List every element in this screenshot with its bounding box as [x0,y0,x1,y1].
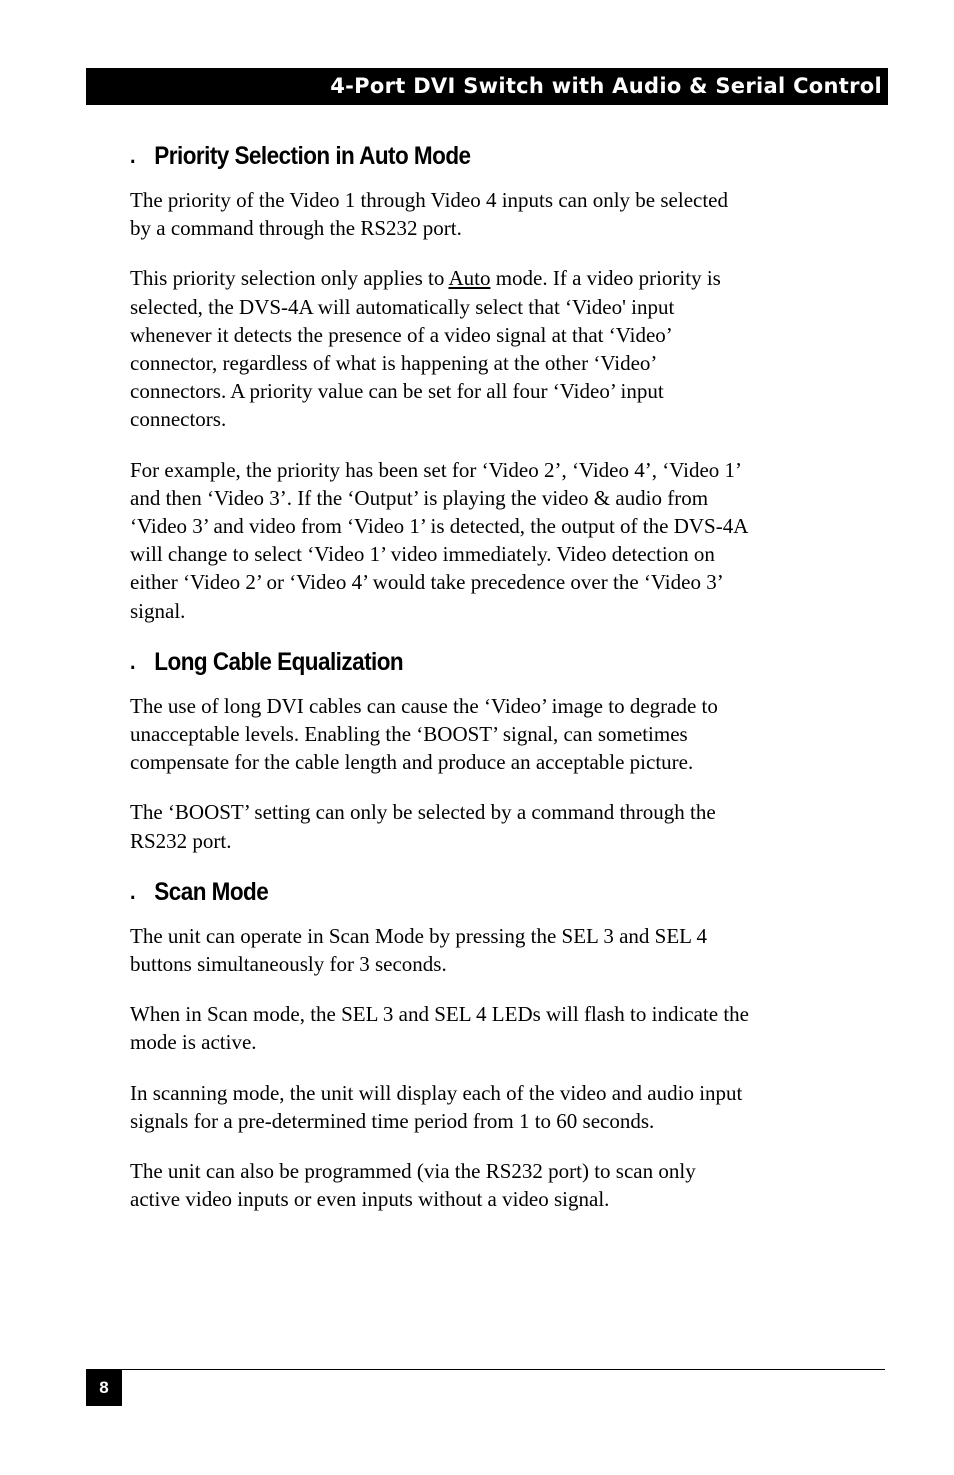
paragraph-text: mode. If a video priority is selected, the DVS-4A will automatically select that ‘Video' input whenever it detects the presence of a video signal at that ‘Video’ connector, regardless of what is happening at the other ‘Video’ connectors. A priority value can be set for all four ‘Video’ input connectors. [130,266,721,432]
section-bullet: . [130,648,135,674]
paragraph: When in Scan mode, the SEL 3 and SEL 4 LEDs will flash to indicate the mode is active. [130,1002,749,1055]
paragraph-auto-mode [130,264,855,433]
section-heading-priority-selection [130,140,783,172]
section-bullet: . [130,143,135,168]
paragraph: The priority of the Video 1 through Video 4 inputs can only be selected by a command through the RS232 port. [130,188,728,241]
paragraph-example: For example, the priority has been set for ‘Video 2’, ‘Video 4’, ‘Video 1’ and then ‘Video 3’. If the ‘Output’ is playing the video & audio from ‘Video 3’ and video from ‘Video 1’ is detected, the output of the DVS-4A will change to select ‘Video 1’ video immediately. Video detection on either ‘Video 2’ or ‘Video 4’ would take precedence over the ‘Video 3’ signal. [130,457,749,623]
section-bullet: . [130,878,135,904]
section-heading-text: Long Cable Equalization [154,647,404,676]
section-heading-text: Priority Selection in Auto Mode [154,142,471,170]
page-number: 8 [86,1369,122,1406]
paragraph: In scanning mode, the unit will display each of the video and audio input signals for a pre-determined time period from 1 to 60 seconds. [130,1080,743,1133]
paragraph-text: This priority selection only applies to [130,266,449,291]
footer-rule [86,1369,885,1370]
paragraph: The unit can also be programmed (via the RS232 port) to scan only active video inputs or even inputs without a video signal. [130,1159,696,1212]
section-heading-text: Scan Mode [154,877,269,906]
paragraph: The unit can operate in Scan Mode by pressing the SEL 3 and SEL 4 buttons simultaneously for 3 seconds. [130,923,707,977]
header-title: 4-Port DVI Switch with Audio & Serial Control [330,74,882,98]
paragraph: The ‘BOOST’ setting can only be selected by a command through the RS232 port. [130,800,716,853]
page-content [130,140,855,1213]
underlined-auto: Auto [448,266,491,291]
section-heading-scan-mode [130,876,783,908]
running-header [86,68,888,105]
paragraph: The use of long DVI cables can cause the ‘Video’ image to degrade to unacceptable levels. Enabling the ‘BOOST’ signal, can sometimes compensate for the cable length and produce an acceptable picture. [130,693,718,775]
section-heading-long-cable-equalization [130,646,783,678]
